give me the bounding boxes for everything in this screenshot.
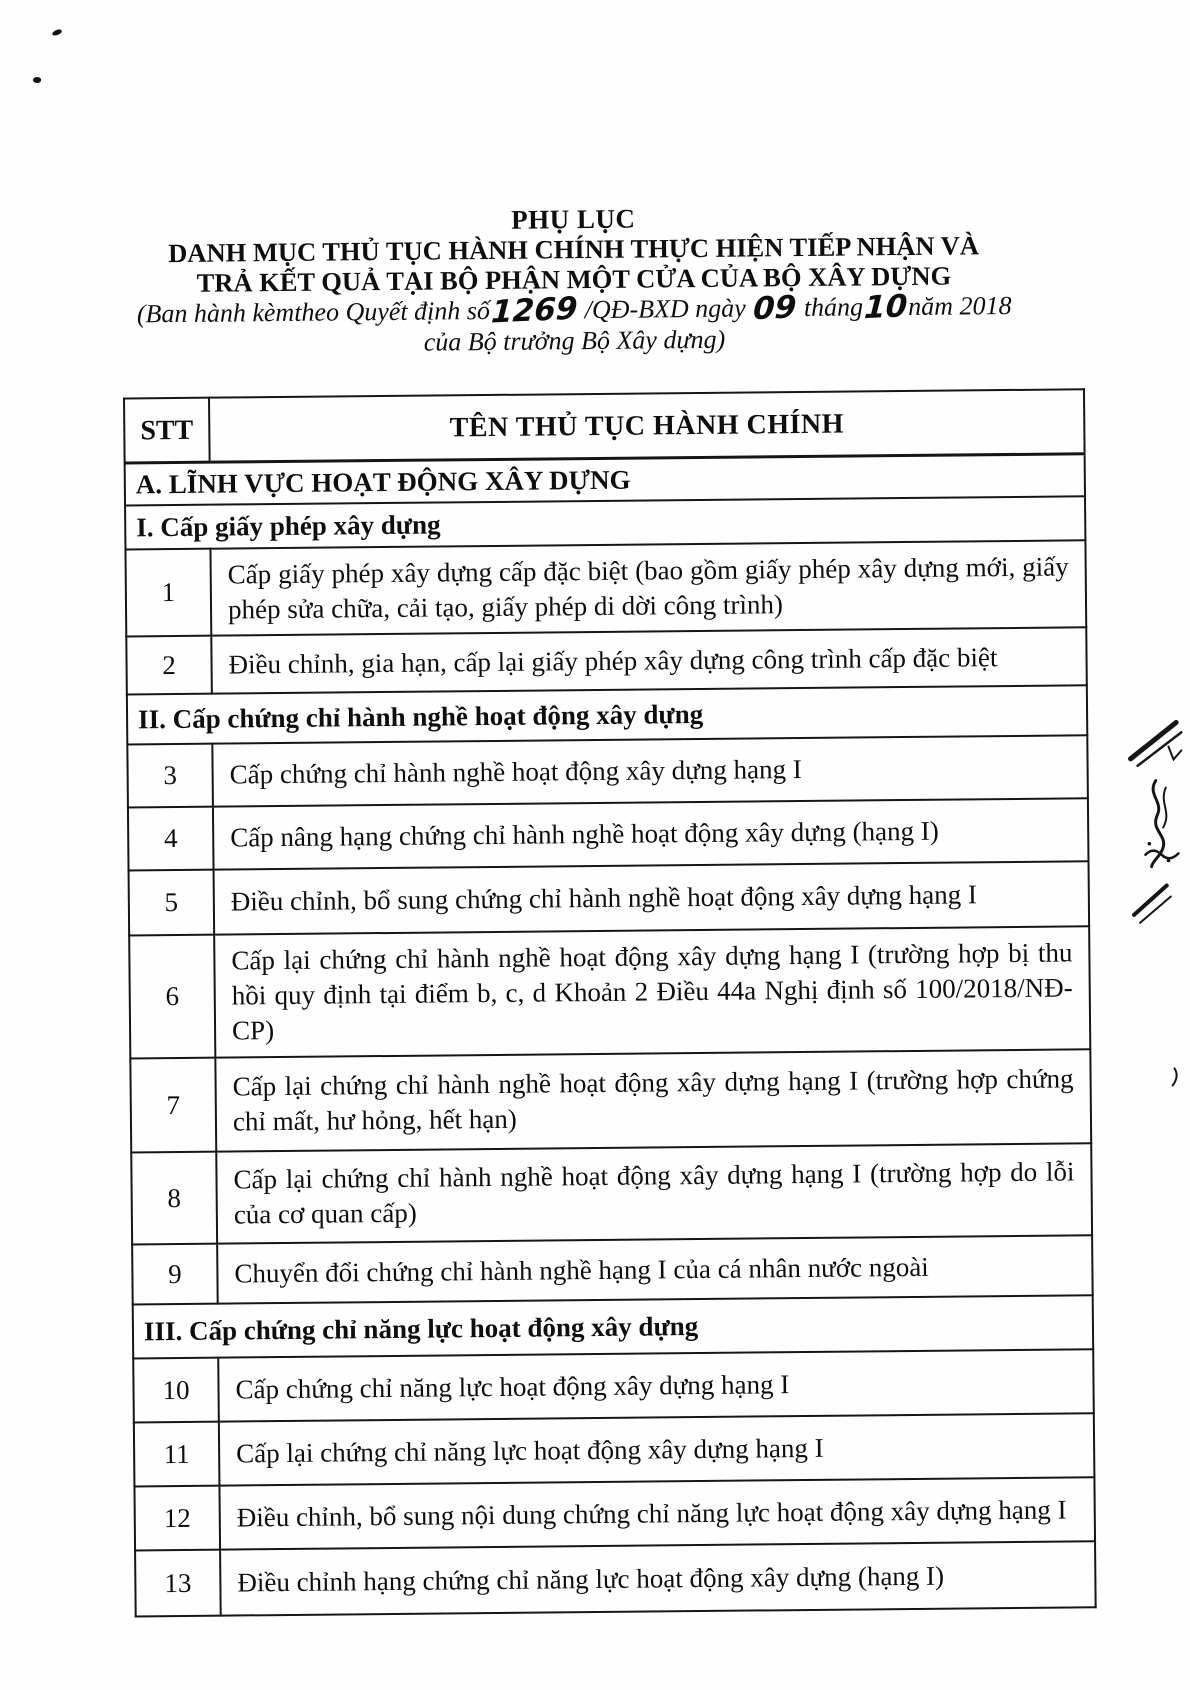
procedure-name-cell: Điều chỉnh, bổ sung chứng chỉ hành nghề hoạt động xây dựng hạng I xyxy=(214,861,1090,934)
procedure-name-cell: Cấp nâng hạng chứng chỉ hành nghề hoạt động xây dựng (hạng I) xyxy=(213,798,1089,869)
procedure-name-cell: Cấp lại chứng chỉ hành nghề hoạt động xây dựng hạng I (trường hợp bị thu hồi quy định tại điểm b, c, d Khoản 2 Điều 44a Nghị định số 100/2018/NĐ-CP) xyxy=(214,926,1090,1057)
table-row-item xyxy=(130,1049,1091,1152)
procedure-name-cell: Cấp giấy phép xây dựng cấp đặc biệt (bao gồm giấy phép xây dựng mới, giấy phép sửa chữa, cải tạo, giấy phép di dời công trình) xyxy=(210,540,1086,635)
issuance-prefix: (Ban hành kèmtheo Quyết định số xyxy=(136,295,491,329)
stt-cell: 11 xyxy=(134,1422,220,1487)
stt-cell: 2 xyxy=(126,636,212,695)
page-title: PHỤ LỤC xyxy=(511,203,636,235)
handwritten-day: 09 xyxy=(752,289,798,328)
procedure-name-cell: Điều chỉnh, gia hạn, cấp lại giấy phép xây dựng công trình cấp đặc biệt xyxy=(211,627,1087,693)
issuance-suffix: năm 2018 xyxy=(908,290,1012,321)
subtitle-line-1: DANH MỤC THỦ TỤC HÀNH CHÍNH THỰC HIỆN TIẾP NHẬN VÀ xyxy=(168,230,980,269)
issuance-mid1: /QĐ-BXD ngày xyxy=(584,293,746,325)
subtitle-line-2: TRẢ KẾT QUẢ TẠI BỘ PHẬN MỘT CỬA CỦA BỘ XÂY DỰNG xyxy=(196,260,952,298)
table-row-item xyxy=(134,1413,1095,1486)
section-label: III. Cấp chứng chỉ năng lực hoạt động xây dựng xyxy=(133,1295,1093,1358)
stt-cell: 1 xyxy=(125,549,211,637)
table-row-item xyxy=(128,798,1089,870)
table-row-section xyxy=(127,685,1087,744)
handwritten-decision-number: 1269 xyxy=(489,290,579,331)
table-row-item xyxy=(134,1477,1095,1550)
table-row-item xyxy=(129,926,1090,1058)
stt-cell: 9 xyxy=(132,1244,218,1305)
table-row-item xyxy=(129,861,1090,935)
column-header-stt: STT xyxy=(124,398,210,463)
table-row-item xyxy=(135,1541,1096,1616)
stt-cell: 12 xyxy=(134,1486,220,1551)
stt-cell: 6 xyxy=(129,935,215,1059)
table-row-item xyxy=(133,1349,1094,1422)
stt-cell: 8 xyxy=(131,1152,217,1245)
procedure-name-cell: Chuyển đổi chứng chỉ hành nghề hạng I của cá nhân nước ngoài xyxy=(217,1235,1093,1303)
table-row-item xyxy=(125,540,1086,636)
table-row-section xyxy=(133,1295,1093,1358)
table-row-item xyxy=(126,627,1087,694)
procedure-name-cell: Cấp chứng chỉ hành nghề hoạt động xây dựng hạng I xyxy=(212,735,1088,806)
table-row-item xyxy=(127,735,1088,807)
procedure-name-cell: Cấp lại chứng chỉ hành nghề hoạt động xây dựng hạng I (trường hợp chứng chỉ mất, hư hỏng, hết hạn) xyxy=(215,1049,1091,1151)
column-header-name: TÊN THỦ TỤC HÀNH CHÍNH xyxy=(209,389,1085,462)
stt-cell: 10 xyxy=(133,1358,219,1423)
signature-ink-marks xyxy=(1124,706,1190,1099)
stt-cell: 4 xyxy=(128,807,214,871)
issuance-mid2: tháng xyxy=(803,292,864,322)
section-label: A. LĨNH VỰC HOẠT ĐỘNG XÂY DỰNG xyxy=(125,454,1085,506)
procedure-name-cell: Cấp lại chứng chỉ năng lực hoạt động xây dựng hạng I xyxy=(219,1413,1095,1485)
handwritten-month: 10 xyxy=(863,288,909,327)
procedure-name-cell: Điều chỉnh hạng chứng chỉ năng lực hoạt động xây dựng (hạng I) xyxy=(220,1541,1096,1615)
table-row-item xyxy=(132,1235,1093,1304)
stt-cell: 7 xyxy=(130,1058,216,1153)
procedure-name-cell: Điều chỉnh, bổ sung nội dung chứng chỉ năng lực hoạt động xây dựng hạng I xyxy=(219,1477,1095,1549)
stt-cell: 13 xyxy=(135,1550,221,1617)
document-header xyxy=(123,200,1024,361)
procedure-name-cell: Cấp chứng chỉ năng lực hoạt động xây dựng hạng I xyxy=(218,1349,1094,1421)
stt-cell: 3 xyxy=(127,744,213,808)
section-label: I. Cấp giấy phép xây dựng xyxy=(125,496,1085,549)
table-row-item xyxy=(131,1143,1092,1244)
stt-cell: 5 xyxy=(129,870,215,936)
procedure-name-cell: Cấp lại chứng chỉ hành nghề hoạt động xây dựng hạng I (trường hợp do lỗi của cơ quan cấp) xyxy=(216,1143,1092,1243)
procedures-table xyxy=(123,388,1097,1617)
table-header-row xyxy=(124,389,1085,463)
issuance-line-2: của Bộ trưởng Bộ Xây dựng) xyxy=(423,324,726,357)
section-label: II. Cấp chứng chỉ hành nghề hoạt động xây dựng xyxy=(127,685,1087,744)
